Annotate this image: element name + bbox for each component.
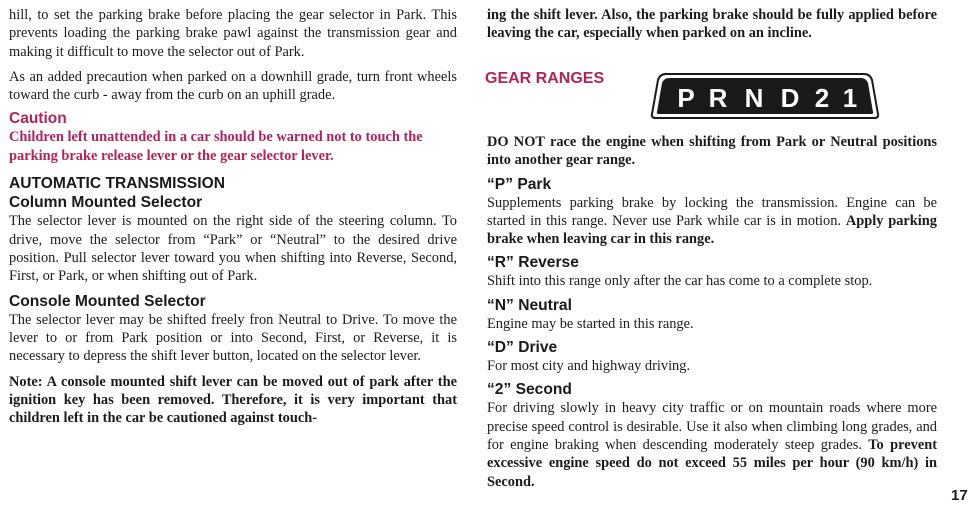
column-mounted-text: The selector lever is mounted on the right side of the steering column. To drive, move the selector from “Park” or “Neutral” to the desired drive position. Pull selector lever toward you when shifting into Reverse, Second, First, or Park, or when shifting out of Park. [9,213,457,285]
note-label: Note: [9,373,43,390]
note-text: A console mounted shift lever can be moved out of park after the ignition key has been removed. Therefore, it is very important that children left in the car be cautioned against touch- [9,373,457,427]
indicator-letter-d: D [780,83,800,113]
gear-ranges-heading: GEAR RANGES [485,70,605,87]
reverse-heading: “R” Reverse [487,254,579,272]
gear-indicator-icon [650,72,880,120]
drive-text: For most city and highway driving. [487,358,691,375]
column-mounted-heading: Column Mounted Selector [9,194,203,212]
note-paragraph [9,373,457,428]
indicator-letter-2: 2 [814,83,830,113]
right-column-top [487,6,937,43]
second-heading: “2” Second [487,381,572,399]
caution-text: Children left unattended in a car should be warned not to touch the parking brake release lever or the gear selector lever. [9,129,423,165]
neutral-heading: “N” Neutral [487,296,572,314]
console-mounted-text: The selector lever may be shifted freely fron Neutral to Drive. To move the lever to or from Park position or into Second, First, or Reverse, it is necessary to depress the shift lever button, located on the selector lever. [9,311,457,365]
caution-heading: Caution [9,110,67,128]
indicator-letter-p: P [677,83,695,113]
park-text-main: Supplements parking brake by locking the transmission. Engine can be started in this range. Never use Park while car is in motion. [487,194,937,229]
park-heading: “P” Park [487,175,552,193]
second-text-main: For driving slowly in heavy city traffic or on mountain roads where more precise speed control is desirable. Use it also when climbing long grades, and for engine braking when descending moderately steep grades. [487,400,937,453]
park-text-bold: Apply parking brake when leaving car in this range. [487,212,937,248]
second-text [487,399,937,490]
indicator-letter-1: 1 [842,83,858,113]
indicator-letter-r: R [708,83,728,113]
automatic-transmission-heading: AUTOMATIC TRANSMISSION [9,175,225,193]
drive-heading: “D” Drive [487,339,558,357]
intro-paragraph-2: As an added precaution when parked on a downhill grade, turn front wheels toward the curb - away from the curb on an uphill grade. [9,68,457,104]
do-not-race-text: DO NOT race the engine when shifting from Park or Neutral positions into another gear range. [487,134,937,169]
console-mounted-heading: Console Mounted Selector [9,292,206,310]
second-text-bold: To prevent excessive engine speed do not exceed 55 miles per hour (90 km/h) in Second. [487,436,938,490]
left-column [9,6,457,427]
page-number: 17 [951,487,968,504]
indicator-letter-n: N [744,83,764,113]
park-text [487,194,937,249]
continued-text: ing the shift lever. Also, the parking brake should be fully applied before leaving the car, especially when parked on an incline. [487,7,937,42]
right-column-body [487,133,937,491]
reverse-text: Shift into this range only after the car has come to a complete stop. [487,273,873,290]
intro-paragraph-1: hill, to set the parking brake before placing the gear selector in Park. This prevents loading the parking brake pawl against the transmission gear and making it difficult to move the selector out of Park. [9,7,457,60]
neutral-text: Engine may be started in this range. [487,315,694,332]
